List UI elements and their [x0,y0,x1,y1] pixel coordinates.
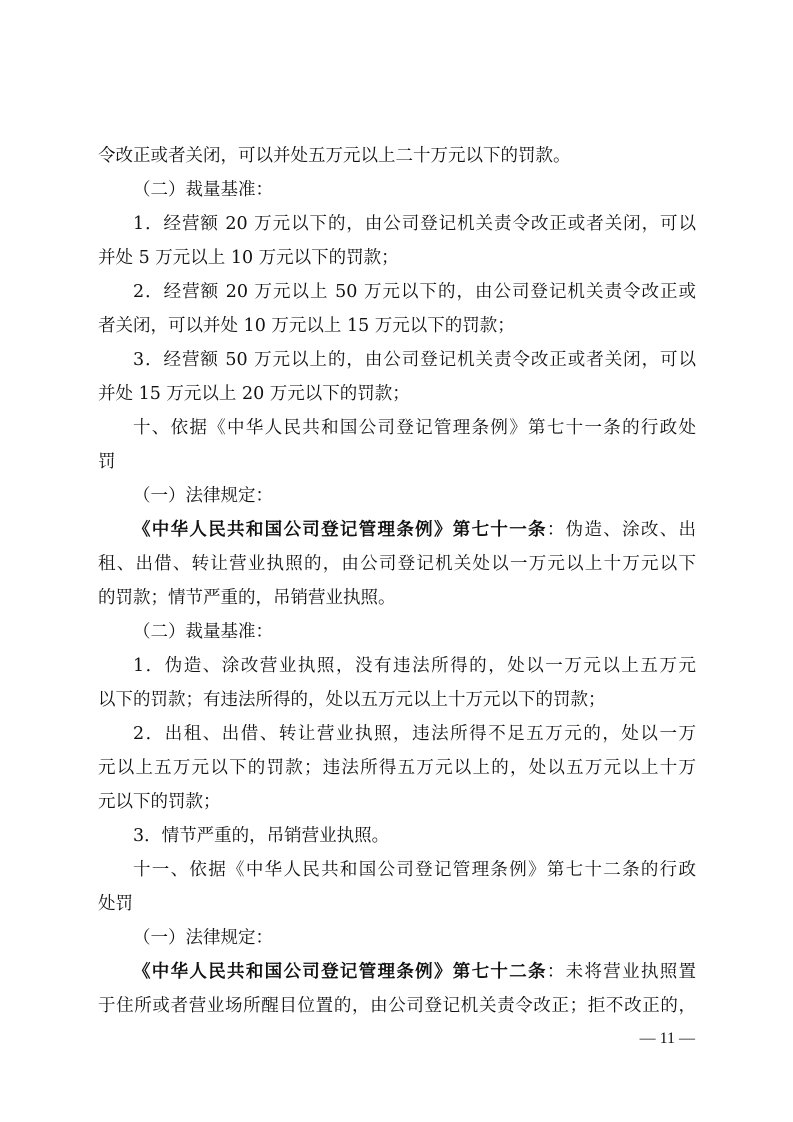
paragraph-line: 2．出租、出借、转让营业执照，违法所得不足五万元的，处以一万 [133,724,696,744]
paragraph-line: 租、出借、转让营业执照的，由公司登记机关处以一万元以上十万元以下 [98,554,696,574]
paragraph-line: 3．经营额 50 万元以上的，由公司登记机关责令改正或者关闭，可以 [133,350,696,370]
document-body [98,139,696,1023]
section-heading: （一）法律规定： [133,486,273,506]
law-text: ：伪造、涂改、出 [546,520,697,540]
paragraph-line: 并处 15 万元以上 20 万元以下的罚款； [98,384,410,404]
paragraph-line: 令改正或者关闭，可以并处五万元以上二十万元以下的罚款。 [98,146,571,166]
paragraph-line: 的罚款；情节严重的，吊销营业执照。 [98,588,396,608]
paragraph-line: 1．经营额 20 万元以下的，由公司登记机关责令改正或者关闭，可以 [133,214,696,234]
paragraph-line: 2．经营额 20 万元以上 50 万元以下的，由公司登记机关责令改正或 [133,282,696,302]
law-text: ：未将营业执照置 [546,962,697,982]
paragraph-line: 3．情节严重的，吊销营业执照。 [133,826,390,846]
article-heading: 十一、依据《中华人民共和国公司登记管理条例》第七十二条的行政 [133,860,696,880]
article-heading-cont: 罚 [98,452,116,472]
paragraph-line [98,955,696,989]
section-heading: （一）法律规定： [133,928,273,948]
law-citation-bold: 《中华人民共和国公司登记管理条例》第七十二条 [133,962,547,982]
page-number: — 11 — [639,1030,695,1047]
paragraph-line: 以下的罚款；有违法所得的，处以五万元以上十万元以下的罚款； [98,690,606,710]
paragraph-line [98,513,696,547]
article-heading-cont: 处罚 [98,894,133,914]
section-heading: （二）裁量基准： [133,180,273,200]
article-heading: 十、依据《中华人民共和国公司登记管理条例》第七十一条的行政处 [133,418,696,438]
paragraph-line: 并处 5 万元以上 10 万元以下的罚款； [98,248,399,268]
paragraph-line: 元以下的罚款； [98,792,221,812]
paragraph-line: 元以上五万元以下的罚款；违法所得五万元以上的，处以五万元以上十万 [98,758,696,778]
paragraph-line: 于住所或者营业场所醒目位置的，由公司登记机关责令改正；拒不改正的， [98,996,696,1016]
section-heading: （二）裁量基准： [133,622,273,642]
law-citation-bold: 《中华人民共和国公司登记管理条例》第七十一条 [133,520,547,540]
paragraph-line: 者关闭，可以并处 10 万元以上 15 万元以下的罚款； [98,316,515,336]
paragraph-line: 1．伪造、涂改营业执照，没有违法所得的，处以一万元以上五万元 [133,656,696,676]
